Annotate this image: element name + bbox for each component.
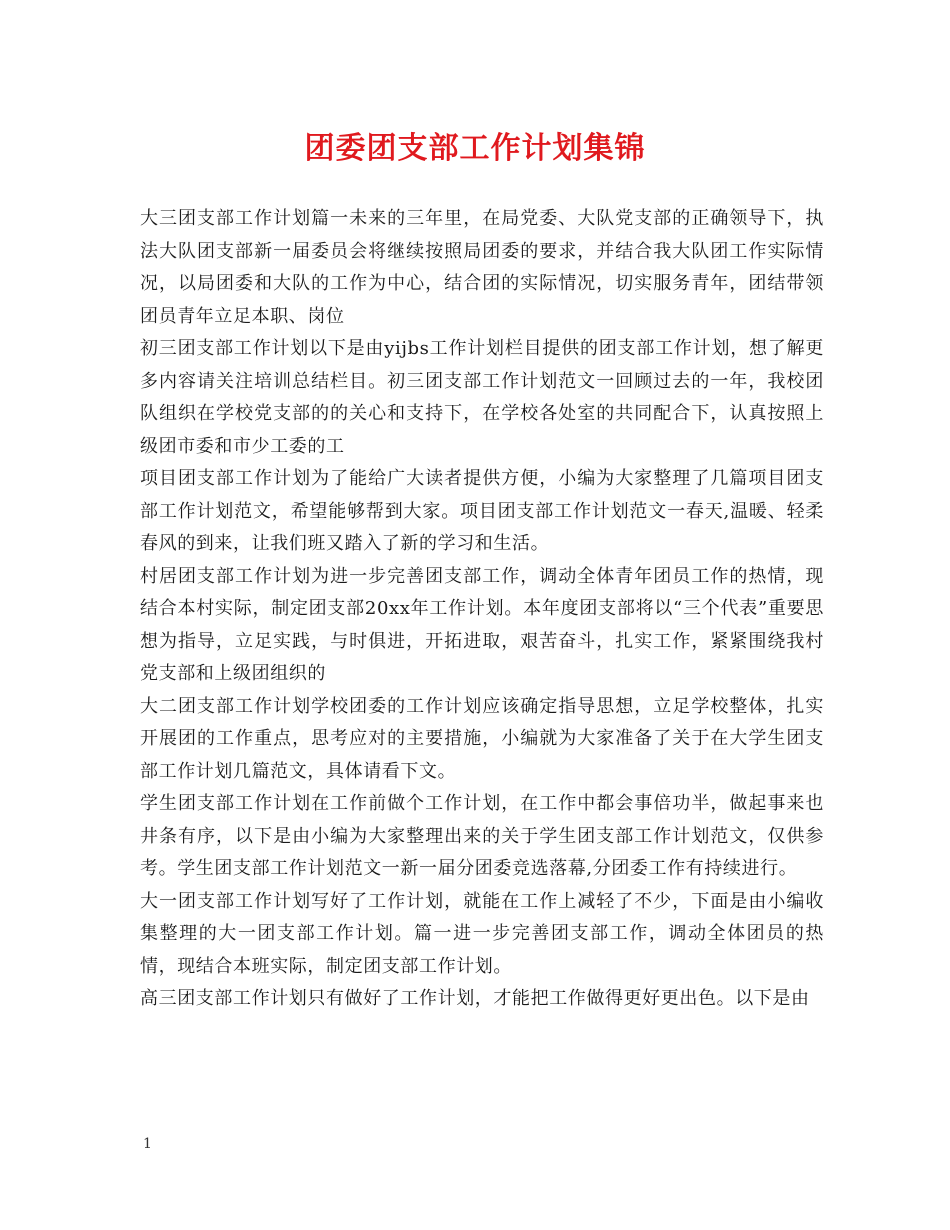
page-number: 1 (143, 1136, 152, 1152)
paragraph: 项目团支部工作计划为了能给广大读者提供方便，小编为大家整理了几篇项目团支部工作计划范文，希望能够帮到大家。项目团支部工作计划范文一春天,温暖、轻柔春风的到来，让我们班又踏入了新的学习和生活。 (140, 468, 824, 554)
paragraph: 学生团支部工作计划在工作前做个工作计划，在工作中都会事倍功半，做起事来也井条有序，以下是由小编为大家整理出来的关于学生团支部工作计划范文，仅供参考。学生团支部工作计划范文一新一届分团委竞选落幕,分团委工作有持续进行。 (140, 793, 824, 879)
paragraph: 村居团支部工作计划为进一步完善团支部工作，调动全体青年团员工作的热情，现结合本村实际，制定团支部20xx年工作计划。本年度团支部将以“三个代表”重要思想为指导，立足实践，与时俱进，开拓进取，艰苦奋斗，扎实工作，紧紧围绕我村党支部和上级团组织的 (140, 565, 824, 684)
document-body (140, 203, 824, 1016)
document-title: 团委团支部工作计划集锦 (304, 131, 646, 166)
paragraph: 大一团支部工作计划写好了工作计划，就能在工作上减轻了不少，下面是由小编收集整理的大一团支部工作计划。篇一进一步完善团支部工作，调动全体团员的热情，现结合本班实际，制定团支部工作计划。 (140, 890, 824, 977)
paragraph: 大二团支部工作计划学校团委的工作计划应该确定指导思想，立足学校整体，扎实开展团的工作重点，思考应对的主要措施，小编就为大家准备了关于在大学生团支部工作计划几篇范文，具体请看下文。 (140, 695, 824, 782)
paragraph: 高三团支部工作计划只有做好了工作计划，才能把工作做得更好更出色。以下是由 (140, 988, 810, 1009)
paragraph: 初三团支部工作计划以下是由yijbs工作计划栏目提供的团支部工作计划，想了解更多内容请关注培训总结栏目。初三团支部工作计划范文一回顾过去的一年，我校团队组织在学校党支部的的关心和支持下，在学校各处室的共同配合下，认真按照上级团市委和市少工委的工 (140, 338, 824, 457)
paragraph: 大三团支部工作计划篇一未来的三年里，在局党委、大队党支部的正确领导下，执法大队团支部新一届委员会将继续按照局团委的要求，并结合我大队团工作实际情况，以局团委和大队的工作为中心，结合团的实际情况，切实服务青年，团结带领团员青年立足本职、岗位 (140, 208, 824, 327)
